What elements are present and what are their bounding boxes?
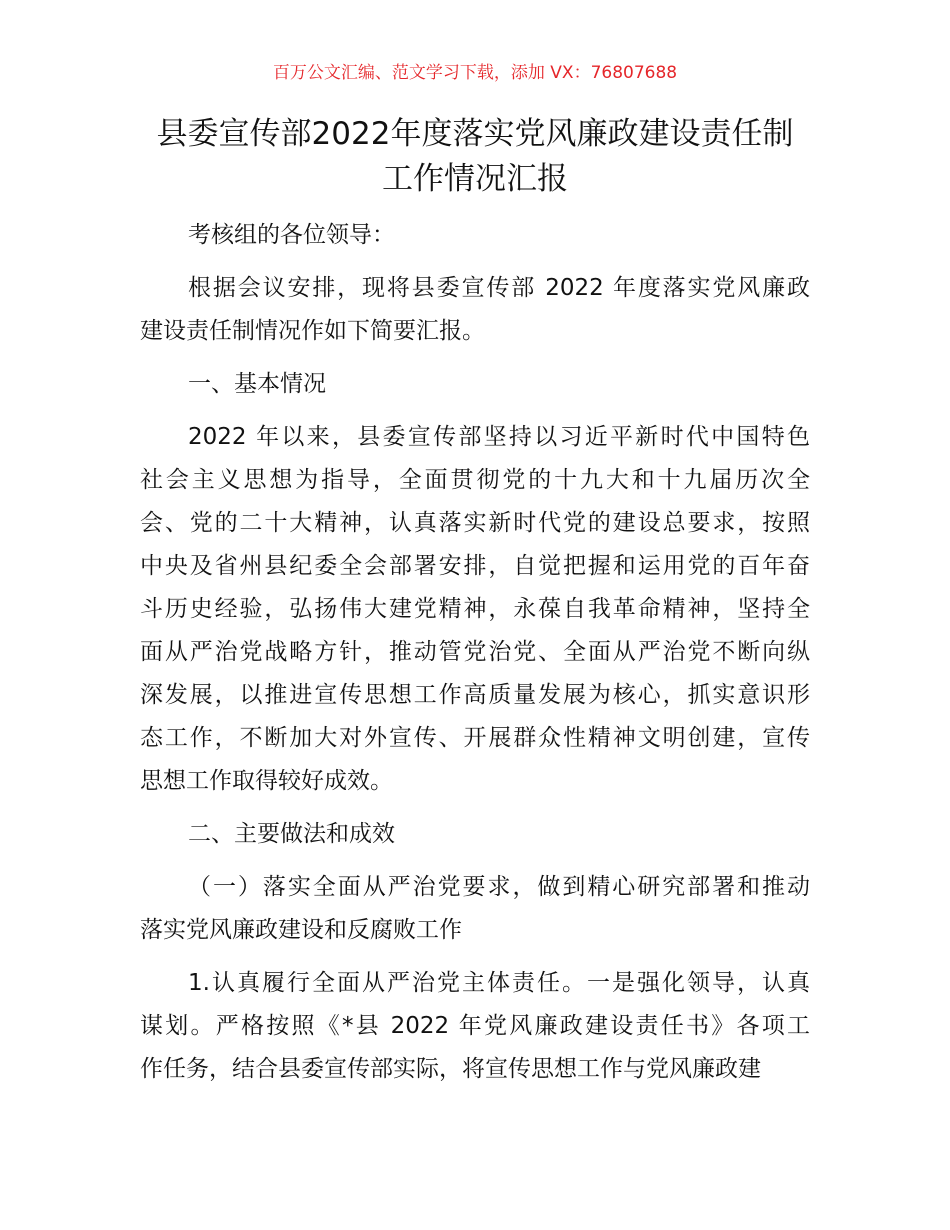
paragraph-line: 中央及省州县纪委全会部署安排，自觉把握和运用党的百年奋 bbox=[140, 553, 810, 579]
paragraph-line: 一、基本情况 bbox=[188, 371, 326, 397]
paragraph-line: 落实党风廉政建设和反腐败工作 bbox=[140, 917, 462, 943]
paragraph-line: 二、主要做法和成效 bbox=[188, 821, 395, 847]
paragraph-line: 会、党的二十大精神，认真落实新时代党的建设总要求，按照 bbox=[140, 510, 810, 536]
paragraph-line: 谋划。严格按照《*县 2022 年党风廉政建设责任书》各项工 bbox=[140, 1013, 810, 1039]
paragraph bbox=[140, 866, 810, 952]
document-title bbox=[140, 112, 810, 202]
paragraph bbox=[140, 267, 810, 353]
paragraph-line: 思想工作取得较好成效。 bbox=[140, 768, 393, 794]
paragraph-line: （一）落实全面从严治党要求，做到精心研究部署和推动 bbox=[188, 874, 810, 900]
paragraph-line: 1.认真履行全面从严治党主体责任。一是强化领导，认真 bbox=[188, 970, 810, 996]
paragraph bbox=[140, 962, 810, 1091]
paragraph-line: 根据会议安排，现将县委宣传部 2022 年度落实党风廉政 bbox=[188, 275, 810, 301]
paragraph-line: 建设责任制情况作如下简要汇报。 bbox=[140, 318, 485, 344]
paragraph-line: 态工作，不断加大对外宣传、开展群众性精神文明创建，宣传 bbox=[140, 725, 810, 751]
paragraph-line: 作任务，结合县委宣传部实际，将宣传思想工作与党风廉政建 bbox=[140, 1056, 761, 1082]
paragraph-line: 深发展，以推进宣传思想工作高质量发展为核心，抓实意识形 bbox=[140, 682, 810, 708]
paragraph-line: 斗历史经验，弘扬伟大建党精神，永葆自我革命精神，坚持全 bbox=[140, 596, 810, 622]
paragraph bbox=[140, 214, 810, 257]
watermark-header: 百万公文汇编、范文学习下载，添加 VX：76807688 bbox=[272, 63, 678, 83]
document-body bbox=[140, 214, 810, 1101]
paragraph bbox=[140, 416, 810, 803]
paragraph-line: 考核组的各位领导： bbox=[188, 222, 395, 248]
paragraph-line: 面从严治党战略方针，推动管党治党、全面从严治党不断向纵 bbox=[140, 639, 810, 665]
paragraph-line: 2022 年以来，县委宣传部坚持以习近平新时代中国特色 bbox=[188, 424, 810, 450]
paragraph bbox=[140, 363, 810, 406]
title-line-1: 县委宣传部2022年度落实党风廉政建设责任制 bbox=[156, 116, 794, 152]
title-line-2: 工作情况汇报 bbox=[382, 161, 568, 197]
paragraph bbox=[140, 813, 810, 856]
paragraph-line: 社会主义思想为指导，全面贯彻党的十九大和十九届历次全 bbox=[140, 467, 810, 493]
